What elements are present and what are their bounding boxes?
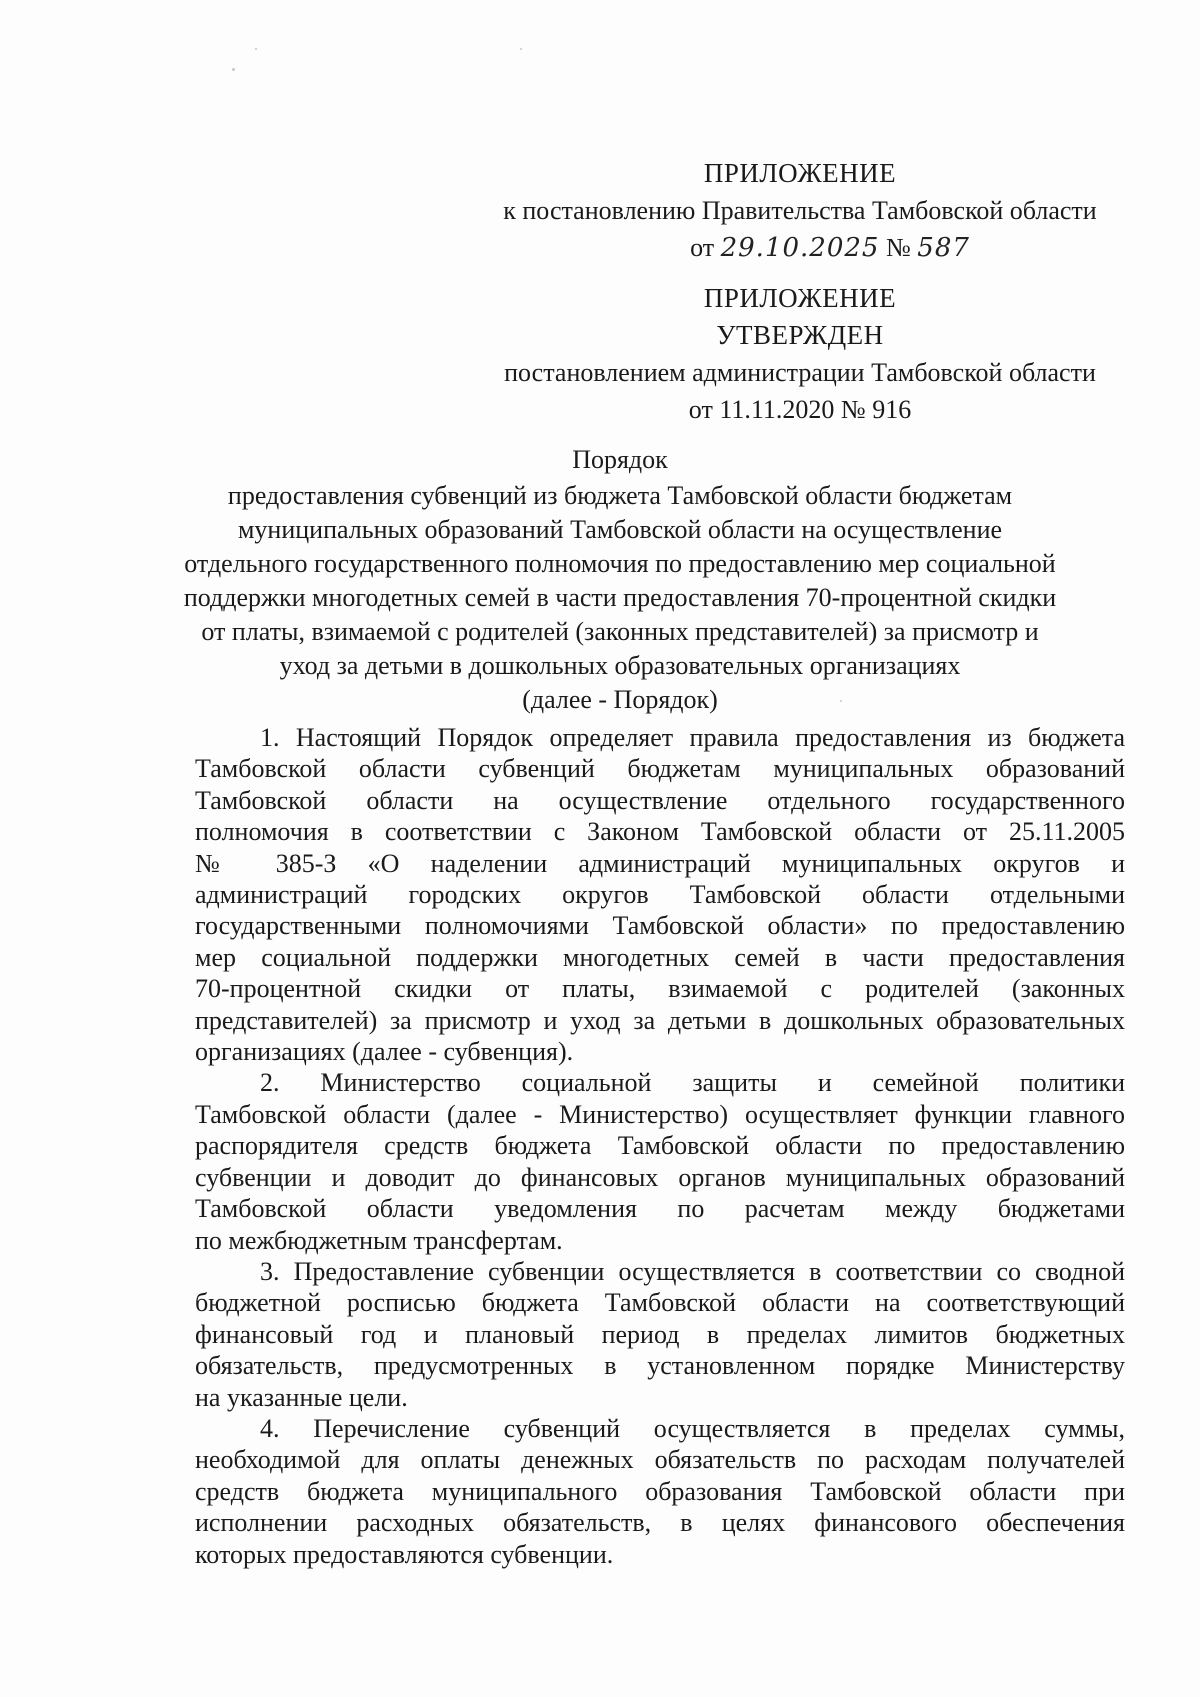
document-title <box>180 443 1060 717</box>
document-body <box>195 722 1125 1570</box>
date-prefix: от <box>690 233 715 262</box>
paragraph-line: исполнении расходных обязательств, в целях финансового обеспечения <box>195 1508 1125 1538</box>
paragraph-line: Тамбовской области уведомления по расчетам между бюджетами <box>195 1194 1125 1224</box>
approved-date-line: от 11.11.2020 № 916 <box>688 395 912 424</box>
paragraph-line: 1. Настоящий Порядок определяет правила предоставления из бюджета <box>260 723 1125 752</box>
paragraph-line: финансовый год и плановый период в пределах лимитов бюджетных <box>195 1319 1125 1349</box>
title-line: предоставления субвенций из бюджета Тамбовской области бюджетам <box>227 481 1013 510</box>
paragraph-line: 70-процентной скидки от платы, взимаемой с родителей (законных <box>195 974 1125 1004</box>
paragraph-3 <box>195 1256 1125 1413</box>
paragraph-line: представителей) за присмотр и уход за детьми в дошкольных образовательных <box>195 1005 1125 1035</box>
paragraph-2 <box>195 1067 1125 1255</box>
scan-speck <box>520 48 522 50</box>
handwritten-date: 29.10.2025 <box>720 233 880 263</box>
title-heading: Порядок <box>572 445 668 474</box>
appendix-title: ПРИЛОЖЕНИЕ <box>703 158 897 188</box>
paragraph-line: 2. Министерство социальной защиты и семейной политики <box>260 1068 1125 1098</box>
scan-speck <box>255 48 257 50</box>
paragraph-1 <box>195 722 1125 1067</box>
paragraph-line: Тамбовской области субвенций бюджетам муниципальных образований <box>195 754 1125 784</box>
title-line: от платы, взимаемой с родителей (законных представителей) за присмотр и <box>201 617 1039 646</box>
paragraph-line: бюджетной росписью бюджета Тамбовской области на соответствующий <box>195 1288 1125 1318</box>
number-sign: № <box>885 233 911 262</box>
paragraph-line: которых предоставляются субвенции. <box>195 1539 614 1569</box>
paragraph-line: средств бюджета муниципального образования Тамбовской области при <box>195 1476 1125 1506</box>
title-line: отдельного государственного полномочия по предоставлению мер социальной <box>184 549 1056 578</box>
paragraph-line: № 385-З «О наделении администраций муниципальных округов и <box>195 848 1125 878</box>
paragraph-line: субвенции и доводит до финансовых органов муниципальных образований <box>195 1162 1125 1192</box>
paragraph-line: 3. Предоставление субвенции осуществляется в соответствии со сводной <box>260 1256 1125 1286</box>
appendix-date-line <box>470 229 1130 267</box>
paragraph-line: Тамбовской области на осуществление отдельного государственного <box>195 785 1125 815</box>
paragraph-line: распорядителя средств бюджета Тамбовской области по предоставлению <box>195 1131 1125 1161</box>
paragraph-line: необходимой для оплаты денежных обязательств по расходам получателей <box>195 1445 1125 1475</box>
paragraph-line: на указанные цели. <box>195 1382 408 1412</box>
paragraph-line: обязательств, предусмотренных в установленном порядке Министерству <box>195 1351 1125 1381</box>
title-line: муниципальных образований Тамбовской области на осуществление <box>237 515 1003 544</box>
paragraph-line: организациях (далее - субвенция). <box>195 1037 574 1067</box>
paragraph-line: полномочия в соответствии с Законом Тамбовской области от 25.11.2005 <box>195 817 1125 847</box>
title-line: поддержки многодетных семей в части предоставления 70-процентной скидки <box>183 583 1057 612</box>
appendix-header-current <box>470 155 1130 267</box>
handwritten-number: 587 <box>917 233 970 263</box>
paragraph-line: по межбюджетным трансфертам. <box>195 1225 563 1255</box>
title-line: (далее - Порядок) <box>522 685 718 714</box>
title-line: уход за детьми в дошкольных образовательных организациях <box>279 651 961 680</box>
appendix-title-2: ПРИЛОЖЕНИЕ <box>703 283 897 313</box>
paragraph-4 <box>195 1413 1125 1570</box>
paragraph-line: Тамбовской области (далее - Министерство) осуществляет функции главного <box>195 1099 1125 1129</box>
paragraph-line: государственными полномочиями Тамбовской области» по предоставлению <box>195 911 1125 941</box>
approved-label: УТВЕРЖДЕН <box>716 320 884 350</box>
approved-by-line: постановлением администрации Тамбовской области <box>504 358 1096 387</box>
appendix-header-original <box>470 280 1130 428</box>
scan-speck <box>232 68 235 71</box>
appendix-subtitle: к постановлению Правительства Тамбовской области <box>503 196 1097 225</box>
paragraph-line: мер социальной поддержки многодетных семей в части предоставления <box>195 942 1125 972</box>
paragraph-line: администраций городских округов Тамбовской области отдельными <box>195 880 1125 910</box>
paragraph-line: 4. Перечисление субвенций осуществляется в пределах суммы, <box>260 1413 1125 1443</box>
